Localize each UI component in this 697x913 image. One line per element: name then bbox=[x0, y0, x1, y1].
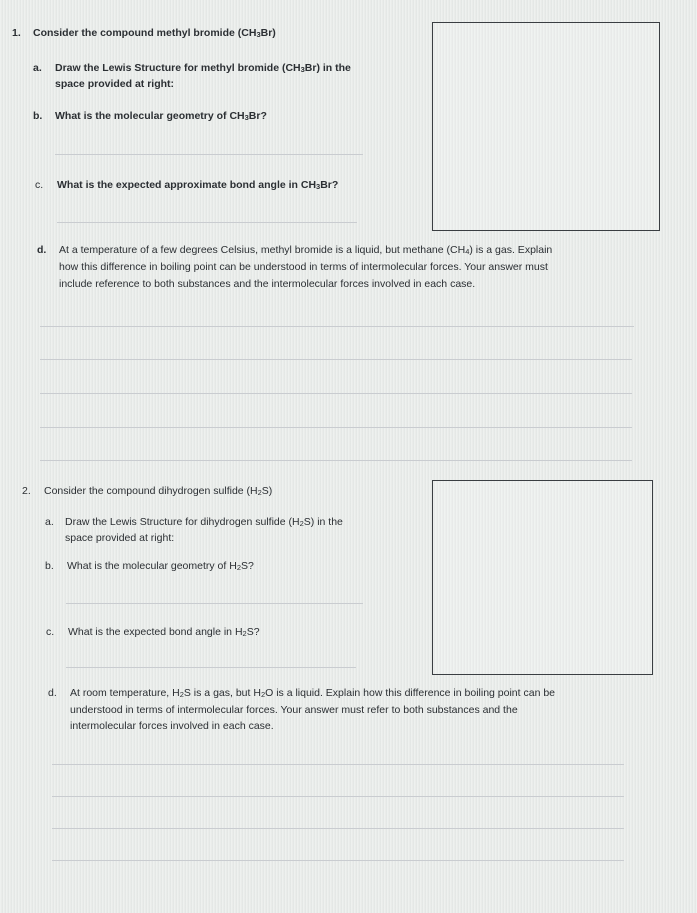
q2a-text-line2: space provided at right: bbox=[65, 532, 175, 544]
q2d-text-line3: intermolecular forces involved in each case. bbox=[70, 720, 274, 732]
q2c-text: What is the expected bond angle in $H_2S$? bbox=[68, 626, 260, 638]
q2-intro: Consider the compound dihydrogen sulfide $(H_2S)$ bbox=[44, 485, 273, 497]
q1c-label: c. bbox=[35, 179, 44, 191]
q2a-label: a. bbox=[45, 516, 54, 528]
q1d-answer-line[interactable] bbox=[40, 427, 632, 428]
q1b-label: b. bbox=[33, 110, 43, 122]
q2d-label: d. bbox=[48, 687, 57, 699]
q1d-text-line1: At a temperature of a few degrees Celsius, methyl bromide is a liquid, but methane $(CH_4)$ is a gas. Explain bbox=[59, 244, 553, 256]
q2-number: 2. bbox=[22, 485, 31, 497]
q1c-answer-line[interactable] bbox=[57, 222, 357, 223]
q2c-label: c. bbox=[46, 626, 55, 638]
q1c-text: What is the expected approximate bond angle in $CH_3Br$? bbox=[57, 179, 339, 191]
q1-intro: Consider the compound methyl bromide $(CH_3Br)$ bbox=[33, 27, 276, 39]
q2a-text-line1: Draw the Lewis Structure for dihydrogen sulfide $(H_2S)$ in the bbox=[65, 516, 343, 528]
q1d-answer-line[interactable] bbox=[40, 326, 634, 327]
q1a-text-line1: Draw the Lewis Structure for methyl bromide $(CH_3Br)$ in the bbox=[55, 62, 351, 74]
q1d-answer-line[interactable] bbox=[40, 460, 632, 461]
q2d-answer-line[interactable] bbox=[52, 764, 624, 765]
q1d-answer-line[interactable] bbox=[40, 359, 632, 360]
q1a-label: a. bbox=[33, 62, 42, 74]
q1-number: 1. bbox=[12, 27, 21, 39]
q2d-text-line2: understood in terms of intermolecular forces. Your answer must refer to both substances and the bbox=[70, 704, 518, 716]
q2d-text-line1: At room temperature, $H_2S$ is a gas, but $H_2O$ is a liquid. Explain how this difference in boiling point can be bbox=[70, 687, 556, 699]
q2d-answer-line[interactable] bbox=[52, 796, 624, 797]
q2b-text: What is the molecular geometry of $H_2S$? bbox=[67, 560, 254, 572]
q2-lewis-structure-box[interactable] bbox=[432, 480, 653, 675]
q2b-label: b. bbox=[45, 560, 54, 572]
q1d-text-line3: include reference to both substances and the intermolecular forces involved in each case. bbox=[59, 278, 476, 290]
q2b-answer-line[interactable] bbox=[66, 603, 363, 604]
q2c-answer-line[interactable] bbox=[66, 667, 356, 668]
q1b-text: What is the molecular geometry of $CH_3Br$? bbox=[55, 110, 267, 122]
q1d-text-line2: how this difference in boiling point can be understood in terms of intermolecular forces. Your answer must bbox=[59, 261, 548, 273]
q1d-answer-line[interactable] bbox=[40, 393, 632, 394]
q1-lewis-structure-box[interactable] bbox=[432, 22, 660, 231]
q1d-label: d. bbox=[37, 244, 47, 256]
q1b-answer-line[interactable] bbox=[55, 154, 363, 155]
q2d-answer-line[interactable] bbox=[52, 828, 624, 829]
q2d-answer-line[interactable] bbox=[52, 860, 624, 861]
q1a-text-line2: space provided at right: bbox=[55, 78, 175, 90]
